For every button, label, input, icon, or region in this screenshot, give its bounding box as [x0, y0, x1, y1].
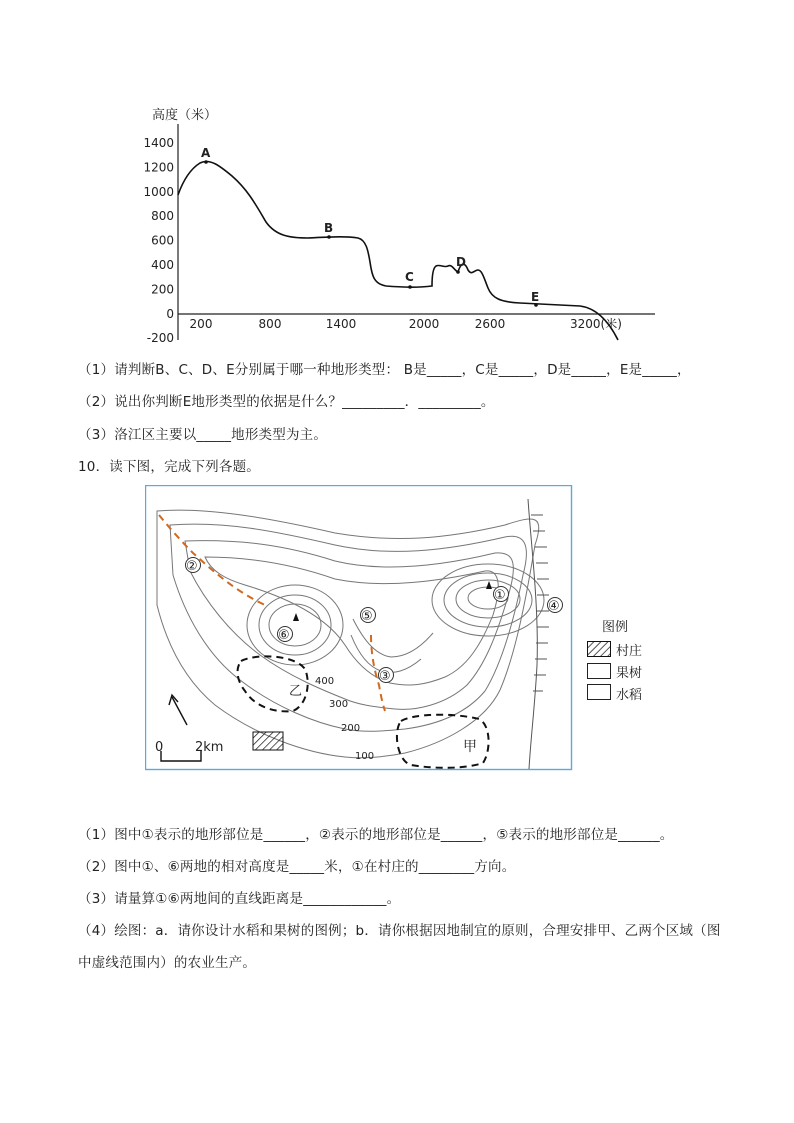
- profile-y-tick-label: 200: [151, 282, 174, 297]
- question-10-2: （2）图中①、⑥两地的相对高度是_____米，①在村庄的________方向。: [78, 859, 516, 875]
- contour-label-300: 300: [329, 699, 349, 710]
- legend-fruit-swatch: [587, 663, 611, 679]
- profile-x-tick-label: 3200(米): [570, 317, 622, 331]
- profile-y-tick-label: 400: [151, 258, 174, 272]
- contour-label-400: 400: [315, 676, 335, 687]
- svg-text:D: D: [456, 255, 466, 269]
- profile-x-tick-label: 1400: [325, 317, 357, 331]
- question-10-title: 10．读下图，完成下列各题。: [78, 459, 260, 475]
- elevation-profile-chart: [0, 0, 794, 350]
- legend-village-swatch: [587, 641, 611, 657]
- profile-point-C: [405, 270, 414, 289]
- svg-text:③: ③: [379, 669, 391, 684]
- legend-fruit-label: 果树: [616, 666, 643, 681]
- question-9-1: （1）请判断B、C、D、E分别属于哪一种地形类型： B是_____，C是_____，D是_____，E是_____，: [78, 362, 691, 378]
- question-10-4-line1: （4）绘图：a．请你设计水稻和果树的图例；b．请你根据因地制宜的原则，合理安排甲、乙两个区域（图: [78, 923, 721, 939]
- zone-jia-label: 甲: [463, 739, 477, 755]
- profile-x-ticks: [190, 316, 622, 331]
- svg-text:A: A: [201, 146, 211, 160]
- question-10-1: （1）图中①表示的地形部位是______，②表示的地形部位是______，⑤表示的地形部位是______。: [78, 827, 674, 843]
- legend-rice-swatch: [587, 684, 611, 700]
- legend-title: 图例: [602, 620, 629, 635]
- profile-point-B: [324, 221, 333, 239]
- profile-x-tick-label: 2000: [408, 317, 440, 331]
- profile-y-ticks: [143, 136, 174, 345]
- profile-y-title: 高度（米）: [152, 108, 218, 123]
- question-9-3: （3）洛江区主要以_____地形类型为主。: [78, 427, 328, 443]
- svg-text:⑥: ⑥: [278, 628, 290, 643]
- question-10-4-line2: 中虚线范围内）的农业生产。: [78, 955, 257, 971]
- profile-y-tick-label: 800: [151, 209, 174, 224]
- contour-label-200: 200: [341, 723, 361, 734]
- zone-yi-label: 乙: [289, 684, 303, 699]
- contour-label-100: 100: [355, 751, 375, 762]
- profile-y-tick-label: 1000: [143, 184, 174, 199]
- svg-text:C: C: [405, 270, 414, 284]
- svg-text:⑤: ⑤: [361, 609, 373, 624]
- profile-y-tick-label: 600: [151, 233, 174, 248]
- svg-text:E: E: [531, 290, 540, 304]
- svg-text:①: ①: [494, 588, 506, 603]
- profile-x-tick-label: 200: [189, 317, 213, 331]
- village-hatch-sample: [253, 732, 283, 750]
- svg-text:②: ②: [186, 559, 198, 574]
- question-10-3: （3）请量算①⑥两地间的直线距离是____________。: [78, 891, 401, 907]
- profile-y-tick-label: -200: [146, 331, 174, 346]
- profile-y-tick-label: 1400: [143, 136, 174, 150]
- profile-y-tick-label: 0: [166, 306, 174, 321]
- profile-x-tick-label: 800: [258, 317, 282, 331]
- terrain-profile-line: [178, 161, 618, 340]
- svg-text:0: 0: [155, 740, 164, 755]
- profile-x-tick-label: 2600: [474, 317, 506, 331]
- profile-point-D: [456, 255, 466, 274]
- contour-map: [145, 485, 573, 771]
- profile-y-tick-label: 1200: [143, 160, 174, 175]
- legend-rice-label: 水稻: [616, 688, 643, 703]
- svg-text:B: B: [324, 221, 334, 235]
- svg-text:④: ④: [548, 599, 560, 614]
- svg-text:2km: 2km: [195, 740, 224, 755]
- legend-village-label: 村庄: [616, 644, 643, 659]
- question-9-2: （2）说出你判断E地形类型的依据是什么？_________．_________。: [78, 394, 495, 410]
